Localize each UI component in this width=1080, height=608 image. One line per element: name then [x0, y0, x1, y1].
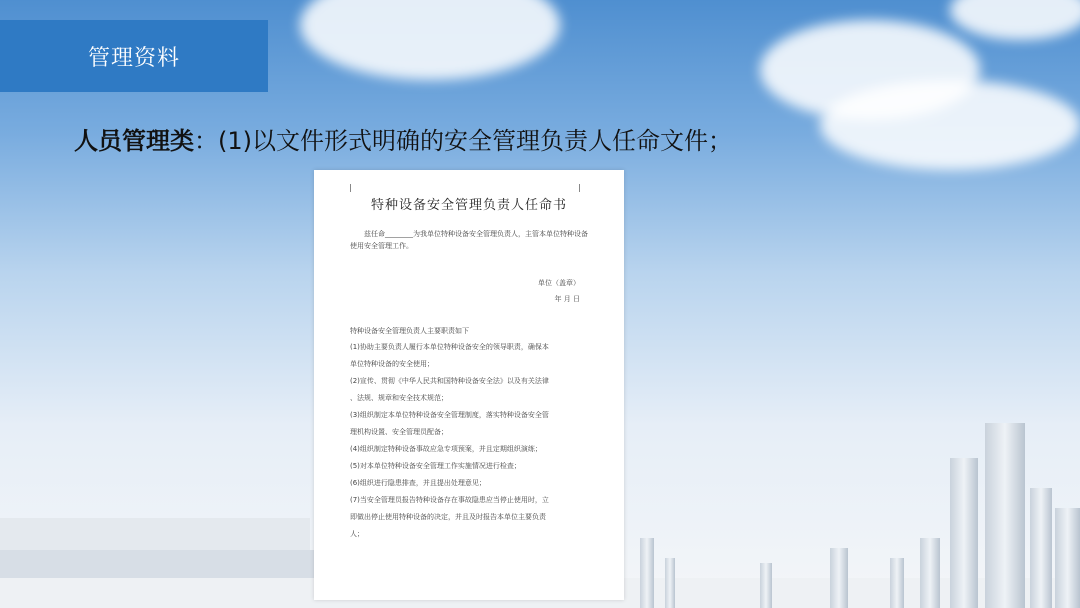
- duties-heading: 特种设备安全管理负责人主要职责如下: [350, 327, 469, 335]
- appointment-text: 兹任命________为我单位特种设备安全管理负责人，主管本单位特种设备使用安全管理工作。: [350, 230, 588, 250]
- duty-line: 单位特种设备的安全使用；: [350, 360, 434, 368]
- signature-date: 年 月 日: [554, 295, 580, 303]
- skyline-building: [985, 423, 1025, 608]
- crop-mark: [579, 184, 580, 192]
- slide-subtitle: [74, 118, 732, 158]
- appointment-document: [314, 170, 624, 600]
- crop-mark: [350, 184, 351, 192]
- skyline-building: [760, 563, 772, 608]
- subtitle-separator: ：: [194, 126, 218, 155]
- duty-line: (5)对本单位特种设备安全管理工作实施情况进行检查；: [350, 462, 521, 470]
- skyline-building: [830, 548, 848, 608]
- duty-line: (7)当安全管理员报告特种设备存在事故隐患应当停止使用时，立: [350, 496, 549, 504]
- duty-line: (3)组织制定本单位特种设备安全管理制度，落实特种设备安全管: [350, 411, 549, 419]
- cloud: [950, 0, 1080, 40]
- duty-line: (4)组织制定特种设备事故应急专项预案，并且定期组织演练；: [350, 445, 542, 453]
- section-title: 管理资料: [88, 45, 181, 71]
- cloud: [300, 0, 560, 80]
- duty-line: 即做出停止使用特种设备的决定，并且及时报告本单位主要负责: [350, 513, 546, 521]
- section-header: [0, 20, 268, 92]
- document-title: 特种设备安全管理负责人任命书: [370, 198, 567, 213]
- skyline-building: [920, 538, 940, 608]
- skyline-building: [890, 558, 904, 608]
- duty-line: (1)协助主要负责人履行本单位特种设备安全的领导职责，确保本: [350, 343, 549, 351]
- skyline-building: [1055, 508, 1080, 608]
- skyline-building: [665, 558, 675, 608]
- duty-line: 理机构设置、安全管理员配备；: [350, 428, 448, 436]
- duty-line: 、法规、规章和安全技术规范；: [350, 394, 448, 402]
- subtitle-category: 人员管理类: [74, 126, 194, 155]
- duty-line: (6)组织进行隐患排查，并且提出处理意见；: [350, 479, 486, 487]
- subtitle-text: (1)以文件形式明确的安全管理负责人任命文件；: [218, 126, 732, 155]
- skyline-building: [950, 458, 978, 608]
- skyline-building: [640, 538, 654, 608]
- duty-line: (2)宣传、贯彻《中华人民共和国特种设备安全法》以及有关法律: [350, 377, 549, 385]
- skyline-building: [1030, 488, 1052, 608]
- signature-unit: 单位（盖章）: [538, 279, 580, 287]
- duty-line: 人；: [350, 530, 364, 538]
- cloud: [820, 80, 1080, 170]
